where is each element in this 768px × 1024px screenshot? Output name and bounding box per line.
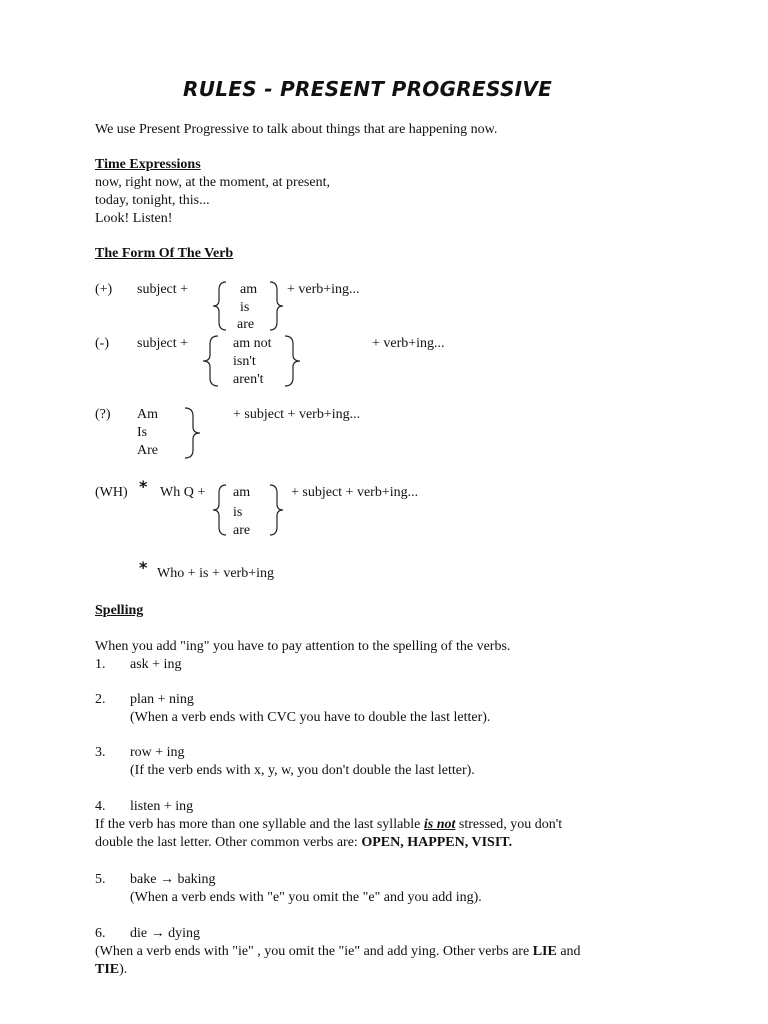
wh-option-am: am [233,485,251,500]
negative-subject: subject + [137,336,189,351]
form-heading: The Form Of The Verb [95,246,234,261]
time-expression-line: now, right now, at the moment, at present, [95,175,330,190]
time-expressions-heading: Time Expressions [95,157,201,172]
star-icon: * [139,477,148,496]
question-rest: + subject + verb+ing... [233,407,361,422]
who-text: Who + is + verb+ing [157,566,275,581]
intro-text: We use Present Progressive to talk about things that are happening now. [95,122,498,137]
question-sign: (?) [95,407,111,422]
wh-subject: Wh Q + [160,485,206,500]
left-brace-icon [210,280,230,332]
note-text: ). [119,962,128,977]
star-icon: * [139,558,148,577]
negative-rest: + verb+ing... [372,336,445,351]
spelling-item-number: 1. [95,657,106,672]
spelling-item-number: 2. [95,692,106,707]
negative-option-arent: aren't [233,372,264,387]
page-title: RULES - PRESENT PROGRESSIVE [183,77,553,101]
wh-rest: + subject + verb+ing... [291,485,419,500]
right-brace-icon [281,334,303,388]
spelling-item-text [130,872,216,888]
spelling-item-number: 5. [95,872,106,887]
spelling-item-number: 4. [95,799,106,814]
positive-option-is: is [240,300,250,315]
time-expression-line: today, tonight, this... [95,193,210,208]
wh-option-are: are [233,523,251,538]
spelling-item-text: listen + ing [130,799,194,814]
positive-option-are: are [237,317,255,332]
spelling-intro: When you add "ing" you have to pay attention to the spelling of the verbs. [95,639,511,654]
verb-ing: dying [168,926,200,941]
question-option-is: Is [137,425,148,440]
verb-base: die [130,926,148,941]
spelling-item-text: plan + ning [130,692,194,707]
positive-sign: (+) [95,282,113,297]
spelling-item-text: ask + ing [130,657,182,672]
negative-option-am-not: am not [233,336,272,351]
positive-option-am: am [240,282,258,297]
bold-verbs: OPEN, HAPPEN, VISIT. [361,835,513,850]
wh-sign: (WH) [95,485,128,500]
time-expression-line: Look! Listen! [95,211,173,226]
verb-base: bake [130,872,157,887]
right-brace-icon [266,483,286,537]
question-option-are: Are [137,443,158,458]
spelling-item-note [95,962,127,978]
spelling-item-number: 6. [95,926,106,941]
verb-ing: baking [177,872,216,887]
spelling-item-note: (When a verb ends with "e" you omit the "e" and you add ing). [130,890,482,905]
negative-option-isnt: isn't [233,354,256,369]
note-text: If the verb has more than one syllable and the last syllable [95,817,424,832]
spelling-item-note: (If the verb ends with x, y, w, you don't double the last letter). [130,763,475,778]
spelling-item-note [95,835,512,851]
bold-verb: LIE [532,944,557,959]
arrow-icon: → [159,872,174,887]
spelling-item-note: (When a verb ends with CVC you have to double the last letter). [130,710,491,725]
positive-subject: subject + [137,282,189,297]
right-brace-icon [266,280,286,332]
left-brace-icon [200,334,222,388]
right-brace-icon [181,406,203,460]
note-text: and [556,944,581,959]
note-text: stressed, you don't [455,817,563,832]
left-brace-icon [210,483,230,537]
note-text: double the last letter. Other common verbs are: [95,835,362,850]
bold-verb: TIE [95,962,120,977]
spelling-heading: Spelling [95,603,144,618]
spelling-item-note [95,817,562,833]
wh-option-is: is [233,505,243,520]
spelling-item-text [130,926,200,942]
spelling-item-text: row + ing [130,745,185,760]
arrow-icon: → [150,926,165,941]
negative-sign: (-) [95,336,109,351]
spelling-item-number: 3. [95,745,106,760]
note-text: (When a verb ends with "ie" , you omit the "ie" and add ying. Other verbs are [95,944,533,959]
spelling-item-note [95,944,581,960]
positive-rest: + verb+ing... [287,282,360,297]
emphasis-text: is not [423,817,456,832]
question-option-am: Am [137,407,158,422]
